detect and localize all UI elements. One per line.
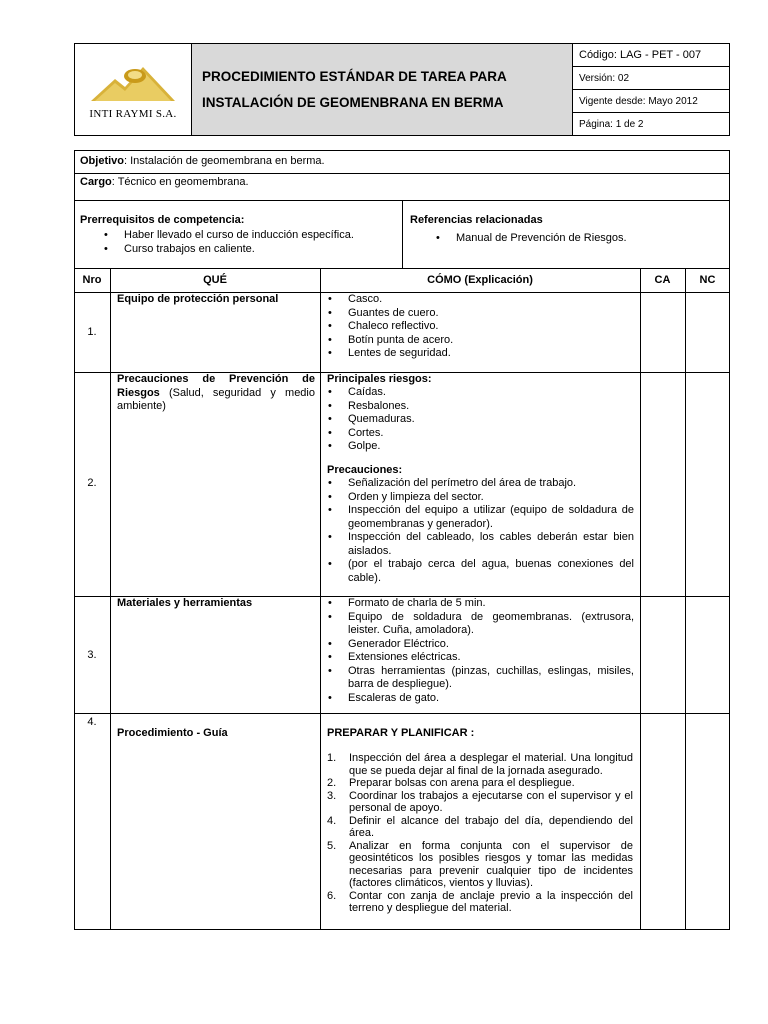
col-header-ca: CA (654, 274, 671, 286)
row-2-que-normal: (Salud, seguridad y medio ambiente) (117, 386, 315, 412)
row-2-que-bold: Precauciones de Prevención de Riesgos (117, 373, 315, 399)
list-item: • Haber llevado el curso de inducción específica. (98, 229, 398, 243)
list-item: • Cortes. (322, 427, 634, 441)
list-item: • Extensiones eléctricas. (322, 651, 634, 665)
row-1-que: Equipo de protección personal (117, 293, 279, 305)
logo-cell (75, 44, 192, 136)
precauciones-title: Precauciones: (327, 464, 403, 476)
cargo-row (80, 176, 249, 190)
referencias-title: Referencias relacionadas (410, 214, 543, 226)
list-item: • Guantes de cuero. (322, 307, 634, 321)
list-item: • Inspección del cableado, los cables deberán estar bien aislados. (322, 531, 634, 558)
row-1-nro: 1. (87, 326, 97, 338)
version-field: Versión: 02 (573, 67, 730, 90)
cargo-text: : Técnico en geomembrana. (111, 176, 249, 188)
vigente-field: Vigente desde: Mayo 2012 (573, 90, 730, 113)
list-item: 4. Definir el alcance del trabajo del día, dependiendo del área. (327, 814, 633, 839)
list-item: • Lentes de seguridad. (322, 347, 634, 361)
row-3-nro: 3. (87, 649, 97, 661)
list-item: 3. Coordinar los trabajos a ejecutarse con el supervisor y el personal de apoyo. (327, 789, 633, 814)
list-item: • Equipo de soldadura de geomembranas. (extrusora, leister. Cuña, amoladora). (322, 611, 634, 638)
list-item: • Chaleco reflectivo. (322, 320, 634, 334)
row-2-que (117, 373, 315, 414)
referencias-list (430, 232, 720, 246)
document-header (74, 43, 730, 136)
riesgos-title: Principales riesgos: (327, 373, 432, 385)
row-4-que: Procedimiento - Guía (117, 727, 228, 739)
list-item: 5. Analizar en forma conjunta con el supervisor de geosintéticos los posibles riesgos y tomar las medidas necesarias para prevenir cualquier tipo de incidentes (factores climáticos, vientos y lluvias). (327, 839, 633, 889)
cargo-label: Cargo (80, 176, 112, 188)
precauciones-list (322, 477, 634, 585)
list-item: • (por el trabajo cerca del agua, buenas conexiones del cable). (322, 558, 634, 585)
list-item: • Otras herramientas (pinzas, cuchillas, eslingas, misiles, barra de despliegue). (322, 665, 634, 692)
row-1-como-list (322, 293, 634, 361)
list-item: • Golpe. (322, 440, 634, 454)
list-item: • Manual de Prevención de Riesgos. (430, 232, 720, 246)
list-item: • Resbalones. (322, 400, 634, 414)
riesgos-list (322, 386, 634, 454)
col-header-que: QUÉ (203, 274, 227, 286)
list-item: 1. Inspección del área a desplegar el material. Una longitud que se pueda dejar al final de la jornada asegurado. (327, 752, 633, 777)
list-item: • Casco. (322, 293, 634, 307)
row-3-como-list (322, 597, 634, 705)
col-header-como: CÓMO (Explicación) (427, 274, 533, 286)
row-2-nro: 2. (87, 477, 97, 489)
prerrequisitos-title: Prerrequisitos de competencia: (80, 214, 245, 226)
list-item: • Caídas. (322, 386, 634, 400)
list-item: • Escaleras de gato. (322, 692, 634, 706)
steps-list (327, 752, 633, 915)
list-item: • Curso trabajos en caliente. (98, 243, 398, 257)
objetivo-label: Objetivo (80, 155, 125, 167)
objetivo-row (80, 155, 325, 169)
company-logo (85, 59, 181, 105)
title-line-1: PROCEDIMIENTO ESTÁNDAR DE TAREA PARA (202, 68, 507, 84)
objetivo-text: : Instalación de geomembrana en berma. (124, 155, 325, 167)
row-4-nro: 4. (87, 716, 97, 728)
list-item: 6. Contar con zanja de anclaje previo a la inspección del terreno y despliegue del material. (327, 889, 633, 914)
codigo-field: Código: LAG - PET - 007 (573, 44, 730, 67)
document-title (192, 44, 573, 136)
title-line-2: INSTALACIÓN DE GEOMENBRANA EN BERMA (202, 94, 504, 110)
col-header-nro: Nro (82, 274, 102, 286)
company-name: INTI RAYMI S.A. (89, 108, 177, 120)
list-item: • Botín punta de acero. (322, 334, 634, 348)
list-item: • Señalización del perímetro del área de trabajo. (322, 477, 634, 491)
list-item: • Quemaduras. (322, 413, 634, 427)
list-item: 2. Preparar bolsas con arena para el despliegue. (327, 777, 575, 789)
prerrequisitos-list (98, 229, 398, 256)
preparar-title: PREPARAR Y PLANIFICAR : (327, 727, 475, 739)
pagina-field: Página: 1 de 2 (573, 113, 730, 136)
list-item: • Orden y limpieza del sector. (322, 491, 634, 505)
list-item: • Formato de charla de 5 min. (322, 597, 634, 611)
list-item: • Generador Eléctrico. (322, 638, 634, 652)
row-3-que: Materiales y herramientas (117, 597, 253, 609)
list-item: • Inspección del equipo a utilizar (equipo de soldadura de geomembranas y generador). (322, 504, 634, 531)
col-header-nc: NC (699, 274, 716, 286)
